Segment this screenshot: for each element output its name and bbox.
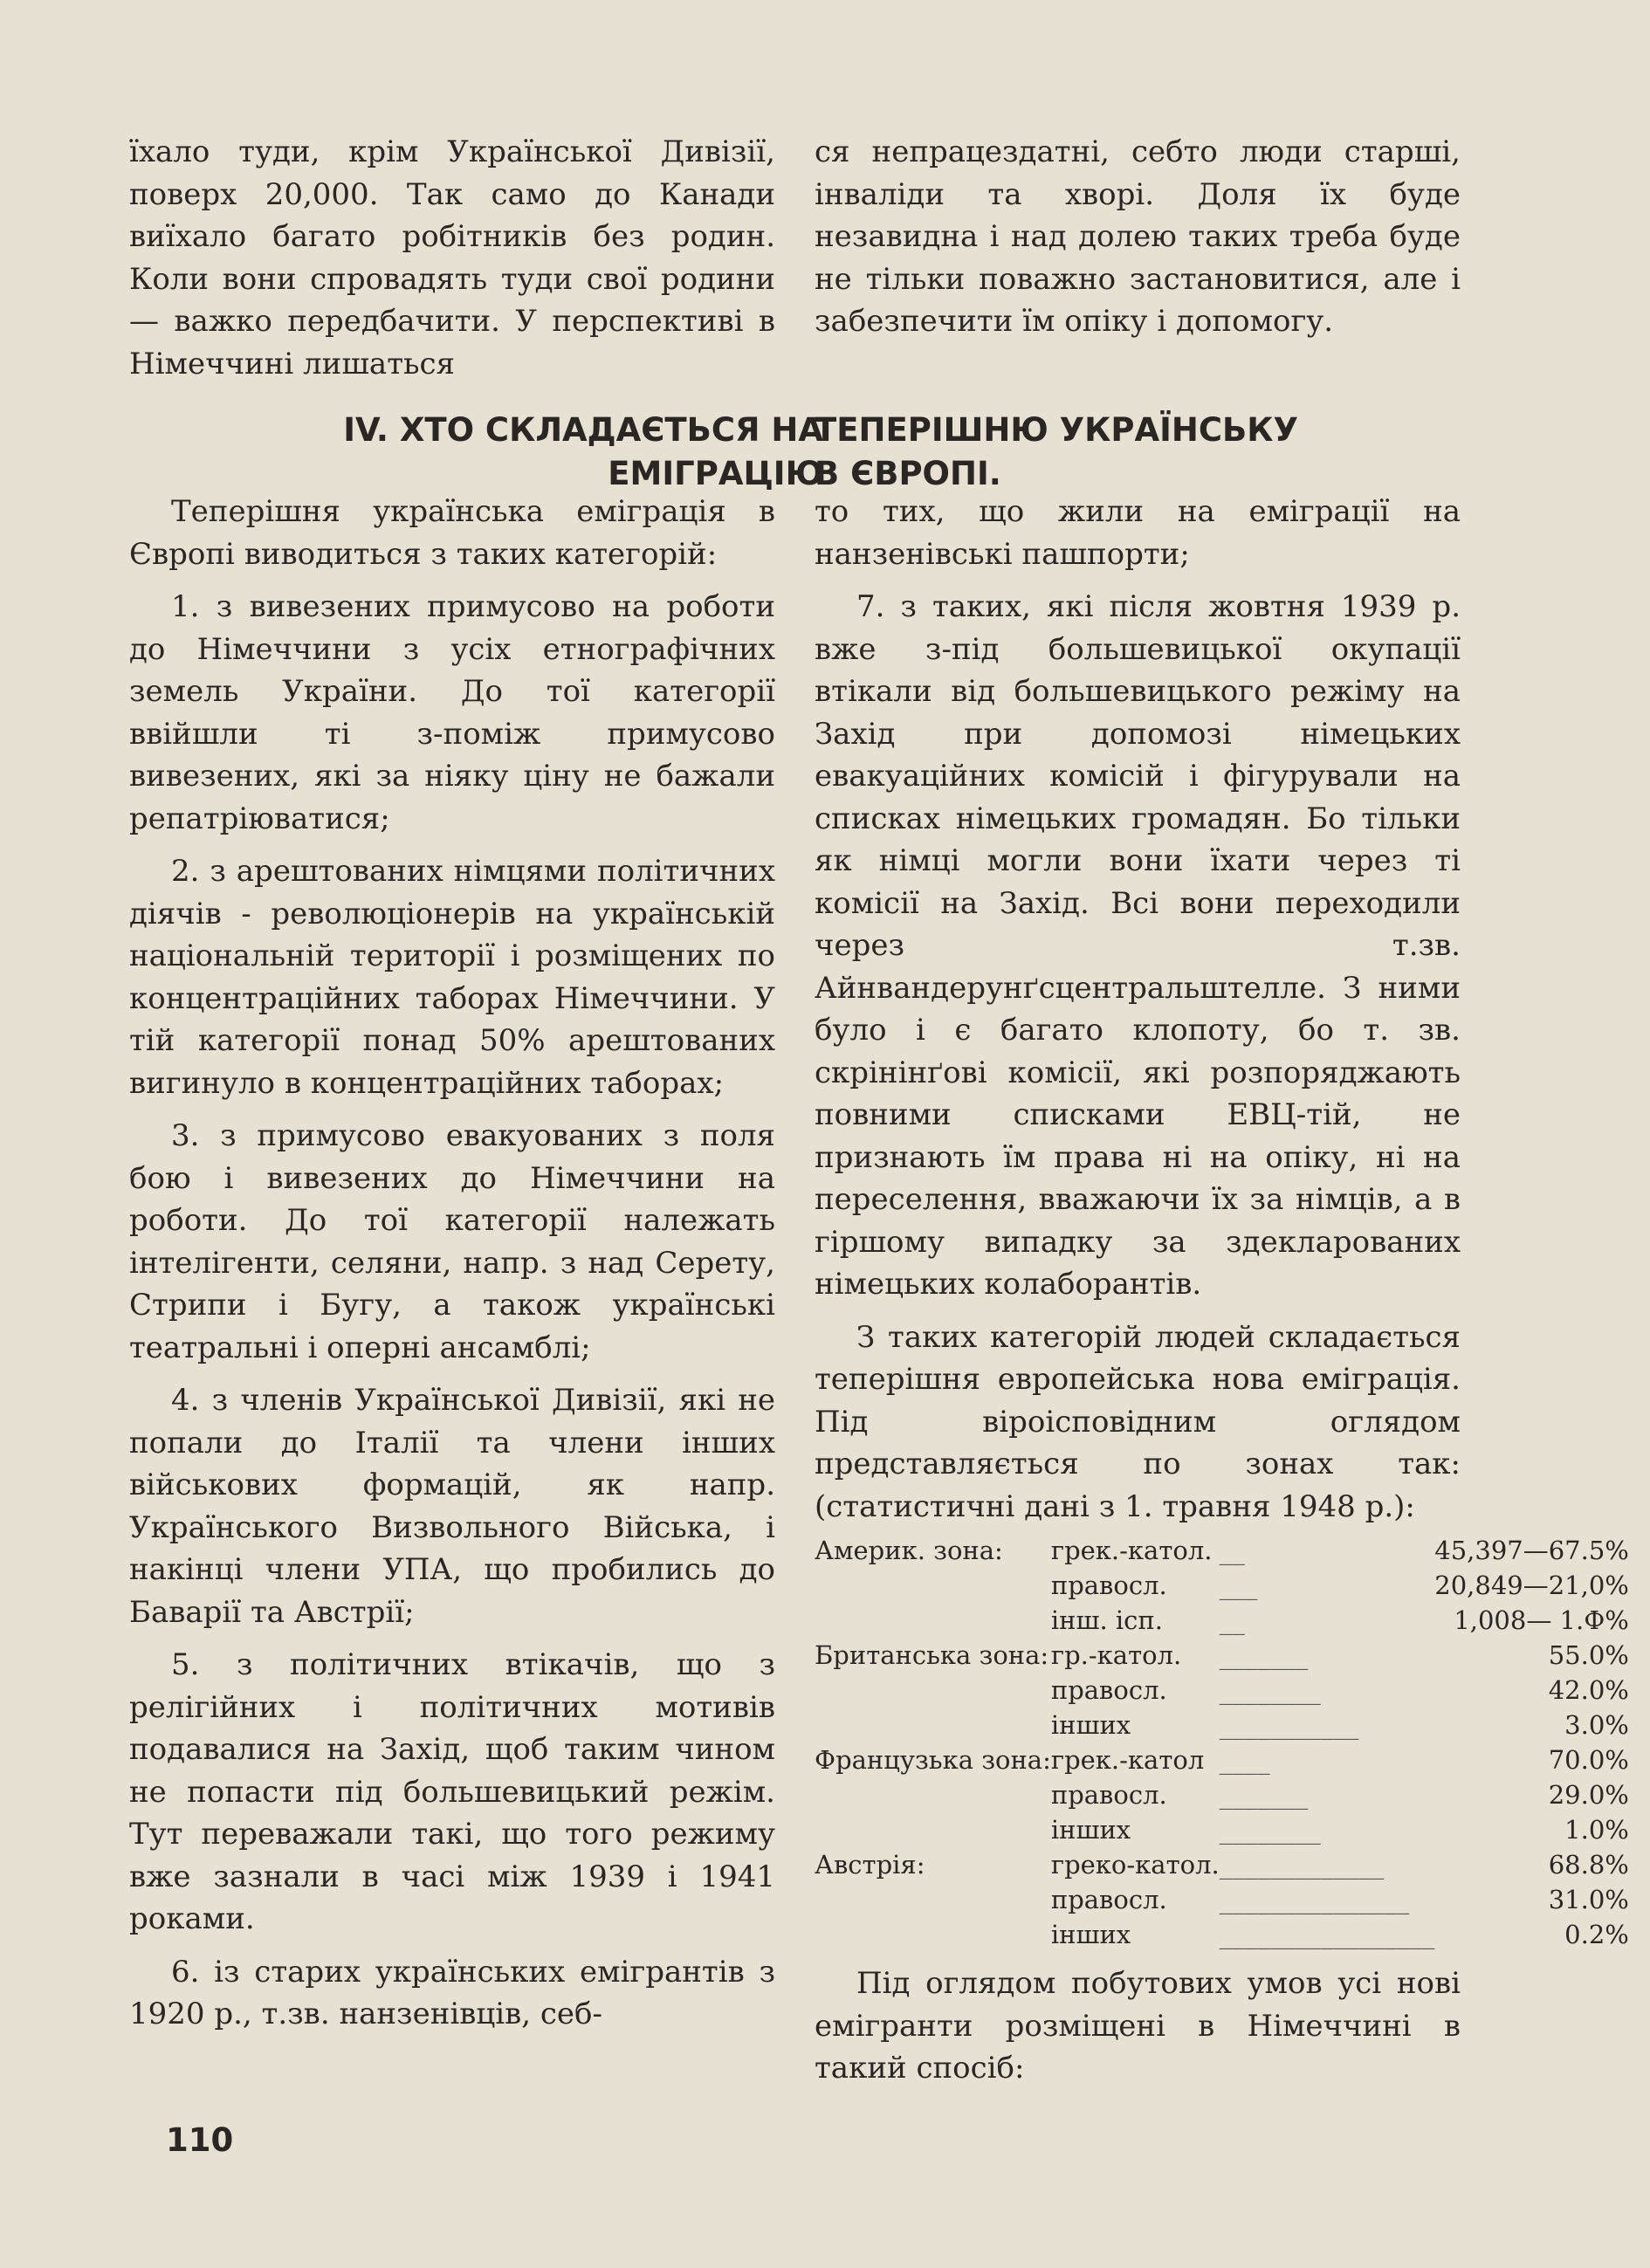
category-item-5: 5. з політичних втікачів, що з релігійних і політичних мотивів подавалися на Захід, щоб таким чином не попасти під большевицький режім. Тут переважали такі, що того режиму вже зазнали в часі між 1939 і 1941 роками. [129, 1647, 775, 1936]
stats-dots: _____________ [1219, 1850, 1385, 1880]
stats-cat: правосл. [1050, 1675, 1167, 1705]
stats-cat: греко-катол. [1050, 1850, 1220, 1880]
stats-pct: 1.0% [1564, 1815, 1629, 1845]
stats-pct: 0.2% [1564, 1920, 1629, 1949]
stats-pct: 29.0% [1548, 1780, 1629, 1810]
stats-pct: 3.0% [1564, 1710, 1629, 1740]
stats-cat: правосл. [1050, 1570, 1167, 1600]
stats-pct: 20,849—21,0% [1434, 1570, 1629, 1600]
stats-zone [815, 1882, 1051, 1917]
stats-row [815, 1812, 1629, 1847]
stats-zone: Америк. зона: [815, 1536, 1003, 1565]
stats-zone [815, 1708, 1051, 1742]
stats-dots: __ [1219, 1605, 1245, 1635]
stats-cat: правосл. [1050, 1780, 1167, 1810]
stats-pct: 55.0% [1548, 1640, 1629, 1670]
page-number: 110 [166, 2121, 234, 2159]
stats-row [815, 1638, 1629, 1673]
stats-pct: 1,008— 1.Ф% [1454, 1605, 1629, 1635]
stats-pct: 42.0% [1548, 1675, 1629, 1705]
stats-zone [815, 1603, 1051, 1638]
stats-dots: ____ [1219, 1745, 1270, 1775]
top-left-column [129, 131, 775, 385]
closing-paragraph: Під оглядом побутових умов усі нові емігранти розміщені в Німеччині в такий спосіб: [815, 1966, 1461, 2086]
stats-pct: 31.0% [1548, 1885, 1629, 1914]
stats-dots: _________________ [1219, 1920, 1435, 1949]
stats-row [815, 1777, 1629, 1812]
stats-dots: _______________ [1219, 1885, 1410, 1914]
stats-zone [815, 1812, 1051, 1847]
stats-row [815, 1603, 1629, 1638]
stats-row [815, 1882, 1629, 1917]
stats-cat: інш. ісп. [1050, 1605, 1163, 1635]
stats-zone: Британська зона: [815, 1640, 1049, 1670]
stats-zone: Австрія: [815, 1850, 925, 1880]
summary-paragraph: З таких категорій людей складається теперішня европейська нова еміграція. Під віроісповідним оглядом представляється по зонах так: (статистичні дані з 1. травня 1948 р.): [815, 1319, 1461, 1524]
stats-zone [815, 1777, 1051, 1812]
category-item-7: 7. з таких, які після жовтня 1939 р. вже з-під большевицької окупації втікали від большевицького режіму на Захід при допомозі німецьких евакуаційних комісій і фігурували на списках німецьких громадян. Бо тільки як німці могли вони їхати через ті комісії на Захід. Всі вони переходили через т.зв. Айнвандерунґсцентральштелле. З ними було і є багато клопоту, бо т. зв. скрінінґові комісії, які розпоряджають повними списками ЕВЦ-тій, не признають їм права ні на опіку, ні на переселення, вважаючи їх за німців, а в гіршому випадку за здекларованих німецьких колаборантів. [815, 589, 1461, 1302]
stats-dots: _______ [1219, 1780, 1309, 1810]
heading-line2-left: ЕМІГРАЦІЮ [608, 455, 823, 492]
left-column [129, 491, 775, 2036]
top-right-column [815, 131, 1461, 343]
stats-zone: Французька зона: [815, 1745, 1051, 1775]
stats-cat: інших [1050, 1920, 1131, 1949]
stats-dots: ________ [1219, 1815, 1321, 1845]
category-item-2: 2. з арештованих німцями політичних діячів - революціонерів на українській національній території і розміщених по концентраційних таборах Німеччини. У тій категорії понад 50% арештованих вигинуло в концентраційних таборах; [129, 854, 775, 1101]
stats-cat: грек.-катол. [1050, 1536, 1213, 1565]
stats-zone [815, 1568, 1051, 1603]
stats-pct: 68.8% [1548, 1850, 1629, 1880]
top-right-paragraph: ся непрацездатні, себто люди старші, інваліди та хворі. Доля їх буде незавидна і над долею таких треба буде не тільки поважно застановитися, але і забезпечити їм опіку і допомогу. [815, 134, 1461, 339]
stats-pct: 45,397—67.5% [1434, 1536, 1629, 1565]
item6-continuation: то тих, що жили на еміграції на нанзенівські пашпорти; [815, 494, 1461, 572]
category-item-1: 1. з вивезених примусово на роботи до Німеччини з усіх етнографічних земель України. До тої категорії ввійшли ті з-поміж примусово вивезених, які за ніяку ціну не бажали репатріюватися; [129, 589, 775, 836]
stats-cat: інших [1050, 1815, 1131, 1845]
section-heading [129, 409, 1526, 496]
stats-row [815, 1742, 1629, 1777]
top-left-paragraph: їхало туди, крім Української Дивізії, поверх 20,000. Так само до Канади виїхало багато робітників без родин. Коли вони спровадять туди свої родини — важко передбачити. У перспективі в Німеччині лишаться [129, 134, 775, 381]
heading-line1-left: IV. ХТО СКЛАДАЄТЬСЯ НА [343, 411, 823, 449]
right-column [815, 491, 1629, 2090]
stats-row [815, 1533, 1629, 1568]
stats-dots: ________ [1219, 1675, 1321, 1705]
stats-cat: гр.-катол. [1050, 1640, 1182, 1670]
stats-row [815, 1917, 1629, 1952]
stats-dots: ___ [1219, 1570, 1258, 1600]
stats-dots: _______ [1219, 1640, 1309, 1670]
stats-dots: ___________ [1219, 1710, 1359, 1740]
stats-dots: __ [1219, 1536, 1245, 1565]
stats-cat: інших [1050, 1710, 1131, 1740]
stats-pct: 70.0% [1548, 1745, 1629, 1775]
heading-line2-right: В ЄВРОПІ. [815, 455, 1001, 492]
stats-zone [815, 1673, 1051, 1708]
stats-row [815, 1673, 1629, 1708]
stats-cat: правосл. [1050, 1885, 1167, 1914]
stats-zone [815, 1917, 1051, 1952]
stats-row [815, 1568, 1629, 1603]
religion-stats-table [815, 1533, 1629, 1952]
stats-row [815, 1847, 1629, 1882]
stats-cat: грек.-катол [1050, 1745, 1205, 1775]
heading-line1-right: ТЕПЕРІШНЮ УКРАЇНСЬКУ [815, 411, 1299, 449]
category-item-3: 3. з примусово евакуованих з поля бою і вивезених до Німеччини на роботи. До тої категорії належать інтелігенти, селяни, напр. з над Серету, Стрипи і Бугу, а також українські театральні і оперні ансамблі; [129, 1118, 775, 1365]
category-item-4: 4. з членів Української Дивізії, які не попали до Італії та члени інших військових формацій, як напр. Українського Визвольного Війська, і накінці члени УПА, що пробились до Баварії та Австрії; [129, 1383, 775, 1630]
category-item-6: 6. із старих українських емігрантів з 1920 р., т.зв. нанзенівців, себ- [129, 1954, 775, 2031]
stats-row [815, 1708, 1629, 1742]
intro-paragraph: Теперішня українська еміграція в Європі виводиться з таких категорій: [129, 494, 775, 572]
